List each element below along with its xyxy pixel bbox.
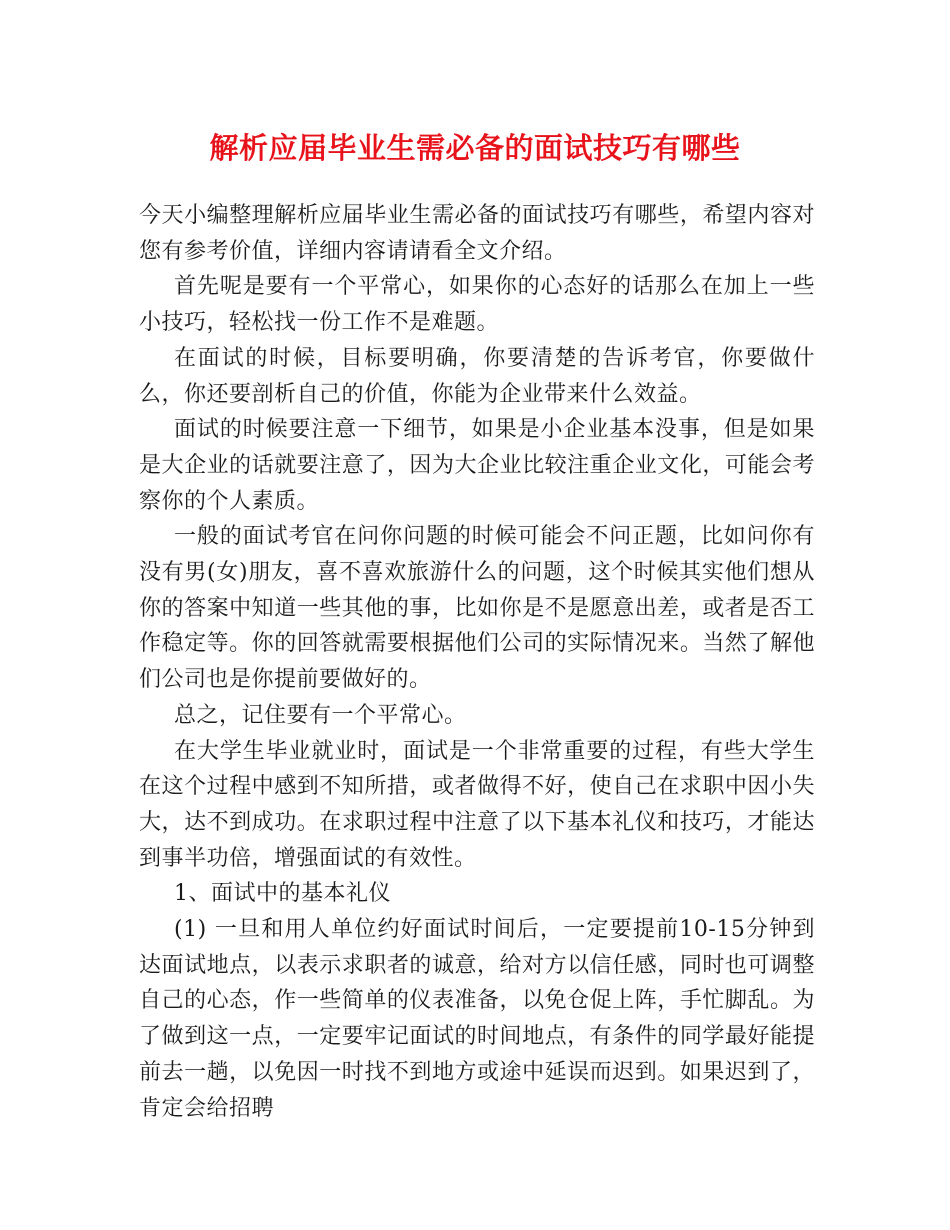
- document-title: 解析应届毕业生需必备的面试技巧有哪些: [209, 131, 741, 165]
- paragraph: 在面试的时候，目标要明确，你要清楚的告诉考官，你要做什么，你还要剖析自己的价值，你能为企业带来什么效益。: [139, 345, 815, 407]
- paragraph-intro: 今天小编整理解析应届毕业生需必备的面试技巧有哪些，希望内容对您有参考价值，详细内容请请看全文介绍。: [139, 203, 815, 264]
- paragraph: 在大学生毕业就业时，面试是一个非常重要的过程，有些大学生在这个过程中感到不知所措，或者做得不好，使自己在求职中因小失大，达不到成功。在求职过程中注意了以下基本礼仪和技巧，才能达到事半功倍，增强面试的有效性。: [139, 738, 815, 871]
- paragraph: (1) 一旦和用人单位约好面试时间后，一定要提前10-15分钟到达面试地点，以表示求职者的诚意，给对方以信任感，同时也可调整自己的心态，作一些简单的仪表准备，以免仓促上阵，手忙脚乱。为了做到这一点，一定要牢记面试的时间地点，有条件的同学最好能提前去一趟，以免因一时找不到地方或途中延误而迟到。如果迟到了，肯定会给招聘: [139, 917, 815, 1121]
- paragraph: 面试的时候要注意一下细节，如果是小企业基本没事，但是如果是大企业的话就要注意了，因为大企业比较注重企业文化，可能会考察你的个人素质。: [139, 417, 815, 514]
- paragraph: 总之，记住要有一个平常心。: [174, 702, 467, 728]
- document-body: [139, 198, 815, 1126]
- section-heading: 1、面试中的基本礼仪: [174, 881, 391, 907]
- paragraph: 一般的面试考官在问你问题的时候可能会不问正题，比如问你有没有男(女)朋友，喜不喜欢旅游什么的问题，这个时候其实他们想从你的答案中知道一些其他的事，比如你是不是愿意出差，或者是否工作稳定等。你的回答就需要根据他们公司的实际情况来。当然了解他们公司也是你提前要做好的。: [139, 524, 815, 693]
- paragraph: 首先呢是要有一个平常心，如果你的心态好的话那么在加上一些小技巧，轻松找一份工作不是难题。: [139, 274, 815, 336]
